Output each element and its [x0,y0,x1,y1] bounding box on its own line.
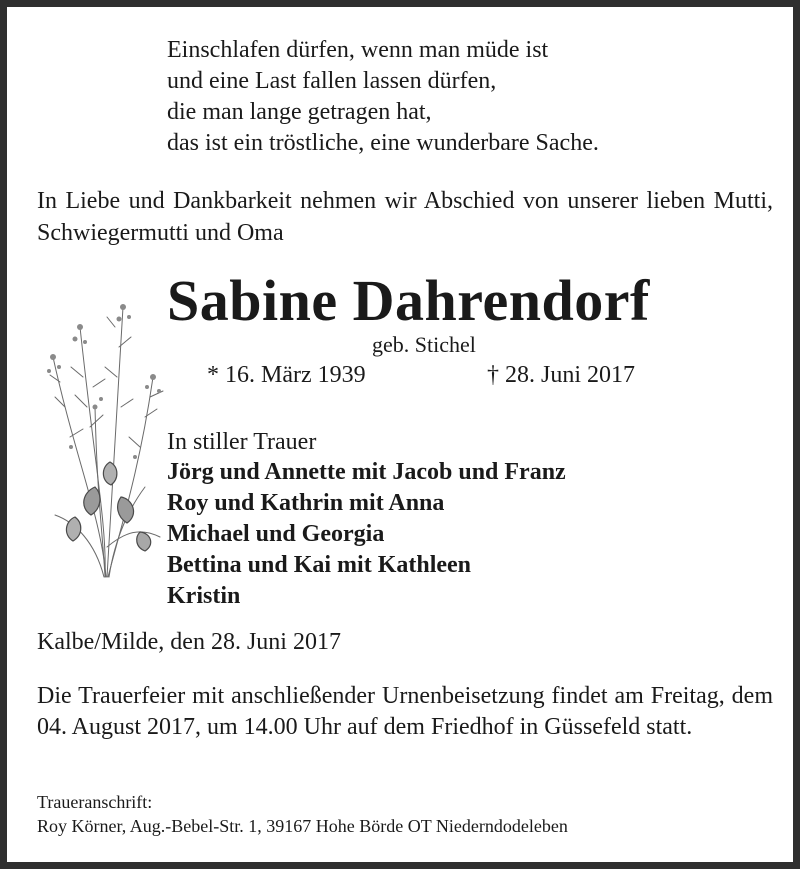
poem-line: und eine Last fallen lassen dürfen, [167,68,497,94]
deceased-name: Sabine Dahrendorf [167,268,650,333]
family-list [167,457,566,612]
place-date: Kalbe/Milde, den 28. Juni 2017 [37,629,341,655]
poem-line: Einschlafen dürfen, wenn man müde ist [167,37,549,63]
obituary-content [7,7,793,862]
death-date: † 28. Juni 2017 [487,362,636,388]
birth-name: geb. Stichel [372,332,476,357]
poem-line: das ist ein tröstliche, eine wunderbare Sache. [167,130,599,156]
list-item: Bettina und Kai mit Kathleen [167,552,472,578]
flower-bouquet-icon [35,287,175,587]
list-item: Michael und Georgia [167,521,385,547]
address-text: Roy Körner, Aug.-Bebel-Str. 1, 39167 Hohe Börde OT Niederndodeleben [37,816,568,836]
ceremony-info: Die Trauerfeier mit anschließender Urnenbeisetzung findet am Freitag, dem 04. August 2017, um 14.00 Uhr auf dem Friedhof in Güssefeld statt. [37,683,773,740]
intro-text: In Liebe und Dankbarkeit nehmen wir Abschied von unserer lieben Mutti, Schwiegermutti und Oma [37,188,773,246]
list-item: Jörg und Annette mit Jacob und Franz [167,459,566,485]
address-label: Traueranschrift: [37,792,153,812]
poem [167,35,599,159]
mourning-heading: In stiller Trauer [167,429,317,455]
list-item: Kristin [167,583,241,609]
birth-date: * 16. März 1939 [207,362,366,388]
list-item: Roy und Kathrin mit Anna [167,490,445,516]
poem-line: die man lange getragen hat, [167,99,432,125]
